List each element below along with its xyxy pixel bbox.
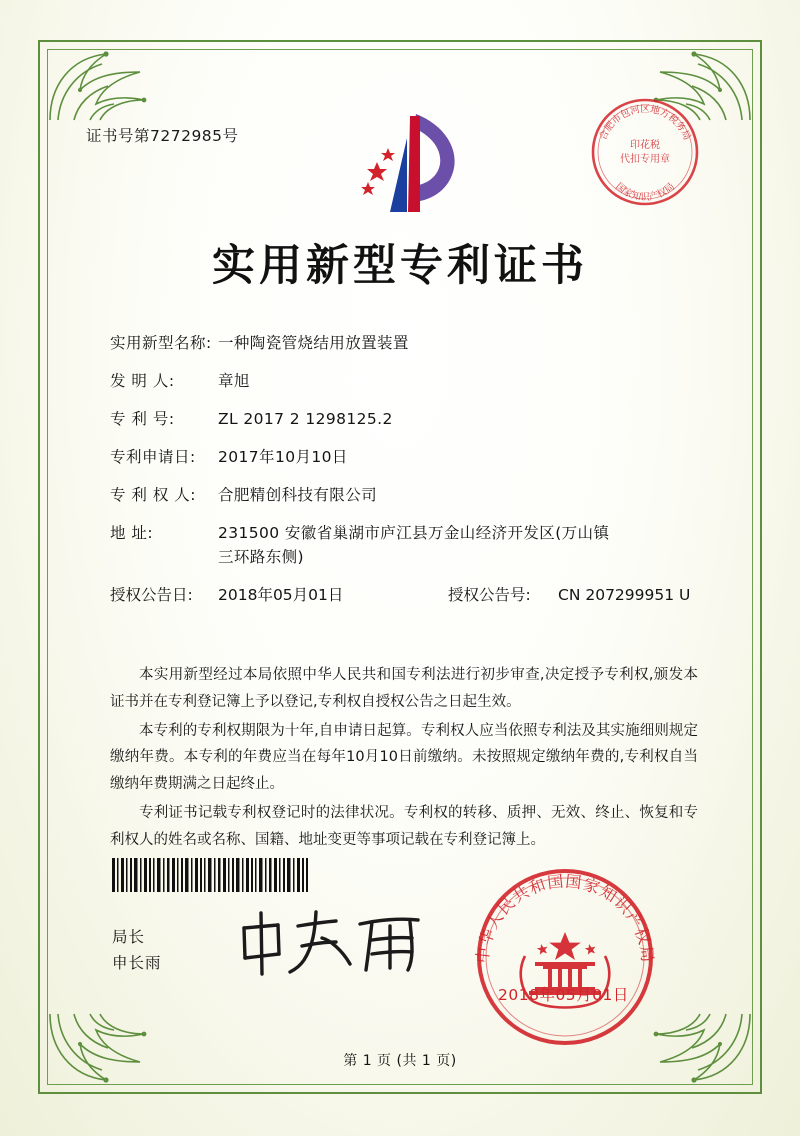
field-label: 发 明 人:: [110, 372, 175, 390]
field-value: ZL 2017 2 1298125.2: [218, 410, 393, 428]
seal-date: 2018年05月01日: [498, 986, 629, 1004]
field-value: 合肥精创科技有限公司: [218, 486, 378, 504]
field-row-publication: [110, 585, 710, 604]
publication-date-label: 授权公告日:: [110, 585, 193, 604]
field-row-patentee: [110, 488, 710, 504]
director-name-label: 申长雨: [112, 953, 162, 972]
director-role-label: 局长: [112, 928, 146, 946]
publication-date-value: 2018年05月01日: [218, 585, 344, 604]
field-row-application-date: [110, 450, 710, 466]
address-line-2: 三环路东侧): [218, 547, 304, 566]
corner-ornament-bottom-right: [646, 1008, 756, 1088]
field-label: 专 利 号:: [110, 410, 175, 428]
page-title: 实用新型专利证书: [212, 241, 588, 291]
address-line-1: 231500 安徽省巢湖市庐江县万金山经济开发区(万山镇: [218, 524, 610, 542]
barcode-icon: [112, 858, 308, 892]
svg-text:代扣专用章: 代扣专用章: [620, 154, 670, 165]
patent-office-logo-icon: [338, 108, 468, 220]
field-label: 专利申请日:: [110, 448, 196, 466]
svg-text:国家知识产权局: 国家知识产权局: [613, 181, 677, 203]
field-value: 2017年10月10日: [218, 448, 348, 466]
svg-text:合肥市包河区地方税务局: 合肥市包河区地方税务局: [597, 104, 693, 142]
field-row-utility-model-name: [110, 336, 710, 352]
signature-labels: [112, 925, 162, 976]
field-value-address: [218, 526, 710, 565]
svg-text:印花税: 印花税: [630, 140, 660, 151]
field-value: 章旭: [218, 372, 250, 390]
paragraph-1: 本实用新型经过本局依照中华人民共和国专利法进行初步审查,决定授予专利权,颁发本证书并在专利登记簿上予以登记,专利权自授权公告之日起生效。: [110, 667, 698, 710]
body-paragraphs: [110, 662, 698, 856]
field-label: 专 利 权 人:: [110, 486, 197, 504]
national-ip-administration-seal: [470, 862, 660, 1052]
field-row-address: [110, 526, 710, 565]
field-value: 一种陶瓷管烧结用放置装置: [218, 334, 409, 352]
publication-number-value: CN 207299951 U: [558, 585, 691, 604]
paragraph-2: 本专利的专利权期限为十年,自申请日起算。专利权人应当依照专利法及其实施细则规定缴纳年费。本专利的年费应当在每年10月10日前缴纳。未按照规定缴纳年费的,专利权自当缴纳年费期满之日起终止。: [110, 722, 698, 793]
certificate-number: 证书号第7272985号: [86, 127, 239, 145]
field-label: 地 址:: [110, 524, 154, 542]
field-label: 实用新型名称:: [110, 334, 212, 352]
tax-stamp-seal: [585, 92, 705, 212]
publication-number-label: 授权公告号:: [448, 585, 531, 604]
svg-text:中华人民共和国国家知识产权局: 中华人民共和国国家知识产权局: [472, 871, 658, 965]
corner-ornament-bottom-left: [44, 1008, 154, 1088]
field-list: [110, 336, 710, 615]
page-footer: 第 1 页 (共 1 页): [343, 1053, 457, 1069]
field-row-inventor: [110, 374, 710, 390]
field-row-patent-number: [110, 412, 710, 428]
paragraph-3: 专利证书记载专利权登记时的法律状况。专利权的转移、质押、无效、终止、恢复和专利权人的姓名或名称、国籍、地址变更等事项记载在专利登记簿上。: [110, 805, 698, 848]
handwritten-signature: [232, 908, 432, 980]
corner-ornament-top-left: [44, 46, 154, 126]
